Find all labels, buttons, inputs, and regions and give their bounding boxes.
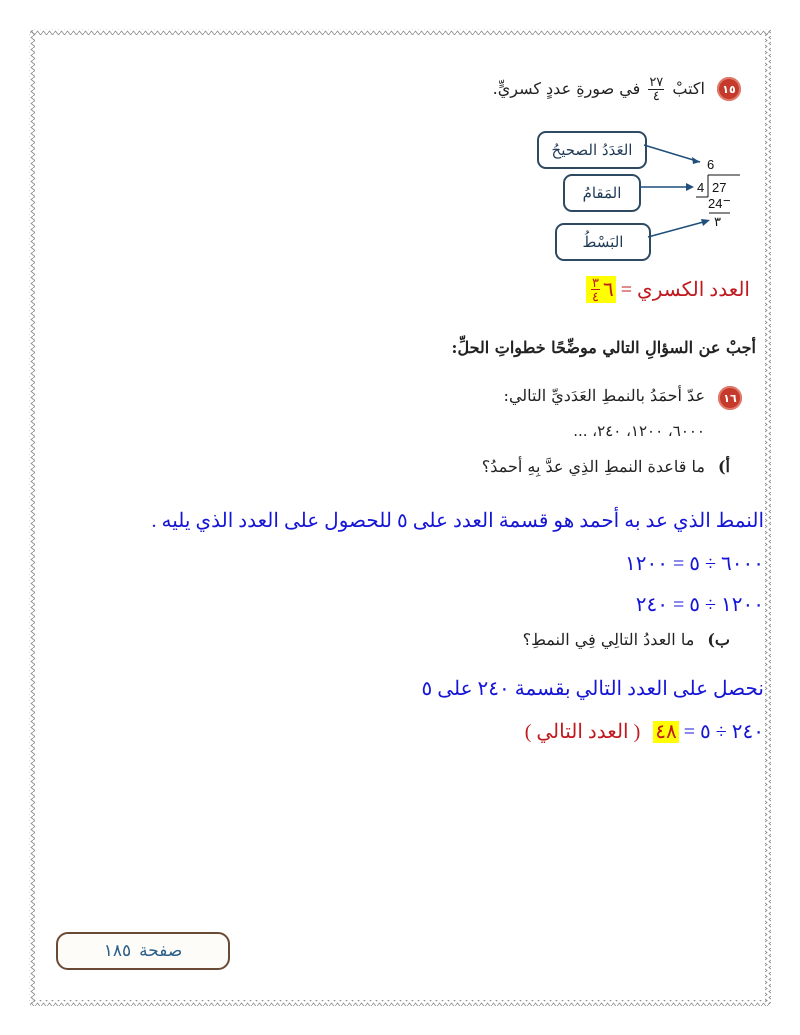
denominator-label: المَقامُ	[563, 174, 641, 212]
sequence: ٦٠٠٠، ١٢٠٠، ٢٤٠، ...	[573, 422, 705, 440]
part-a-letter: أ)	[717, 457, 730, 476]
answer-15-fraction	[591, 276, 600, 303]
division-divisor: 4	[697, 180, 705, 195]
page-number-box	[56, 932, 230, 970]
answer-15-label: العدد الكسري =	[620, 279, 750, 301]
equation-3-left: ٢٤٠ ÷ ٥ =	[683, 721, 764, 743]
answer-15-frac-den: ٤	[592, 289, 600, 304]
page-number: ١٨٥	[103, 941, 132, 961]
q15-frac-num: ٢٧	[649, 75, 664, 90]
answer-15-mixed-number	[586, 276, 616, 303]
q15-fraction	[648, 76, 664, 103]
question-15-text	[493, 76, 705, 103]
division-minus: −	[723, 193, 731, 208]
q15-frac-den: ٤	[652, 89, 660, 104]
equation-3-result: ٤٨	[655, 721, 677, 743]
equation-3	[525, 719, 764, 744]
answer-15-frac-num: ٣	[592, 275, 600, 290]
page-label: صفحة	[139, 941, 183, 961]
answer-15	[586, 276, 750, 303]
question-15-badge: ١٥	[717, 77, 741, 101]
equation-3-note: ( العدد التالي )	[524, 721, 641, 743]
answer-b-text: نحصل على العدد التالي بقسمة ٢٤٠ على ٥	[421, 678, 764, 700]
division-quotient: 6	[707, 157, 715, 172]
division-lines	[640, 140, 750, 240]
part-b-letter: ب)	[707, 630, 730, 649]
instruction-heading: أجبْ عن السؤالِ التالي موضِّحًا خطواتِ الحلِّ:	[451, 338, 756, 357]
answer-15-whole: ٦	[603, 279, 614, 301]
q15-text-before: اكتبْ	[672, 79, 705, 98]
division-remainder: ٣	[714, 214, 721, 229]
equation-2: ١٢٠٠ ÷ ٥ = ٢٤٠	[635, 594, 764, 616]
equation-1: ٦٠٠٠ ÷ ٥ = ١٢٠٠	[625, 553, 764, 575]
q15-text-after: في صورةِ عددٍ كسريٍّ.	[492, 79, 641, 98]
part-b-question	[523, 630, 730, 649]
division-dividend: 27	[712, 180, 727, 195]
question-16-badge: ١٦	[718, 386, 742, 410]
division-subtrahend: 24	[708, 196, 723, 211]
part-a-question	[482, 457, 730, 476]
numerator-label: البَسْطُ	[555, 223, 651, 261]
answer-a-text: النمط الذي عد به أحمد هو قسمة العدد على ٥ للحصول على العدد الذي يليه .	[151, 510, 764, 532]
part-a-text: ما قاعدة النمطِ الذِي عدَّ بِهِ أحمدُ؟	[481, 457, 705, 476]
question-16-text: عدّ أحمَدُ بالنمطِ العَدَديِّ التالي:	[503, 386, 705, 405]
part-b-text: ما العددُ التالِي فِي النمطِ؟	[522, 630, 695, 649]
whole-number-label: العَدَدُ الصحيحُ	[537, 131, 647, 169]
